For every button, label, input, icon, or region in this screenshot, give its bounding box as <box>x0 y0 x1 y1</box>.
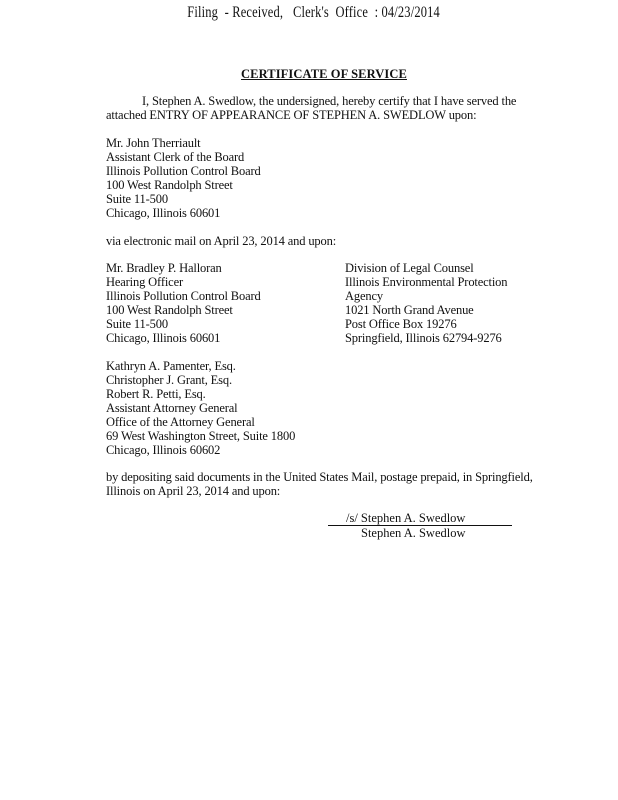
address-line: Springfield, Illinois 62794-9276 <box>345 331 502 345</box>
intro-paragraph: I, Stephen A. Swedlow, the undersigned, hereby certify that I have served the attached ENTRY OF APPEARANCE OF STEPHEN A. SWEDLOW upon: <box>106 94 517 122</box>
address-line: Mr. Bradley P. Halloran <box>106 261 222 275</box>
address-line: Illinois Pollution Control Board <box>106 289 261 303</box>
electronic-signature: /s/ Stephen A. Swedlow <box>346 511 466 525</box>
address-line: Assistant Clerk of the Board <box>106 150 245 164</box>
address-line: Mr. John Therriault <box>106 136 201 150</box>
address-line: Suite 11-500 <box>106 317 168 331</box>
address-line: 100 West Randolph Street <box>106 178 233 192</box>
recipient-therriault-address <box>106 136 261 220</box>
signatory-name: Stephen A. Swedlow <box>361 526 466 540</box>
address-line: 100 West Randolph Street <box>106 303 233 317</box>
address-line: Hearing Officer <box>106 275 183 289</box>
address-line: Christopher J. Grant, Esq. <box>106 373 232 387</box>
address-line: Chicago, Illinois 60601 <box>106 331 221 345</box>
recipient-halloran-address <box>106 261 261 345</box>
address-line: Assistant Attorney General <box>106 401 238 415</box>
recipient-attorney-general-address <box>106 359 295 457</box>
address-line: Illinois Pollution Control Board <box>106 164 261 178</box>
address-line: Robert R. Petti, Esq. <box>106 387 206 401</box>
address-line: Chicago, Illinois 60601 <box>106 206 221 220</box>
service-method-line: via electronic mail on April 23, 2014 and upon: <box>106 234 337 248</box>
address-line: Kathryn A. Pamenter, Esq. <box>106 359 236 373</box>
address-line: Chicago, Illinois 60602 <box>106 443 221 457</box>
address-line: Division of Legal Counsel <box>345 261 474 275</box>
recipient-iepa-address <box>345 261 507 345</box>
closing-paragraph: by depositing said documents in the United States Mail, postage prepaid, in Springfield, Illinois on April 23, 2014 and upon: <box>106 470 533 498</box>
signature-line <box>328 511 512 526</box>
filing-header: Filing - Received, Clerk's Office : 04/23/2014 <box>187 4 440 21</box>
address-line: Illinois Environmental Protection <box>345 275 508 289</box>
address-line: 1021 North Grand Avenue <box>345 303 474 317</box>
address-line: Suite 11-500 <box>106 192 168 206</box>
address-line: Office of the Attorney General <box>106 415 255 429</box>
address-line: 69 West Washington Street, Suite 1800 <box>106 429 296 443</box>
address-line: Post Office Box 19276 <box>345 317 457 331</box>
certificate-title: CERTIFICATE OF SERVICE <box>241 67 407 81</box>
address-line: Agency <box>345 289 383 303</box>
